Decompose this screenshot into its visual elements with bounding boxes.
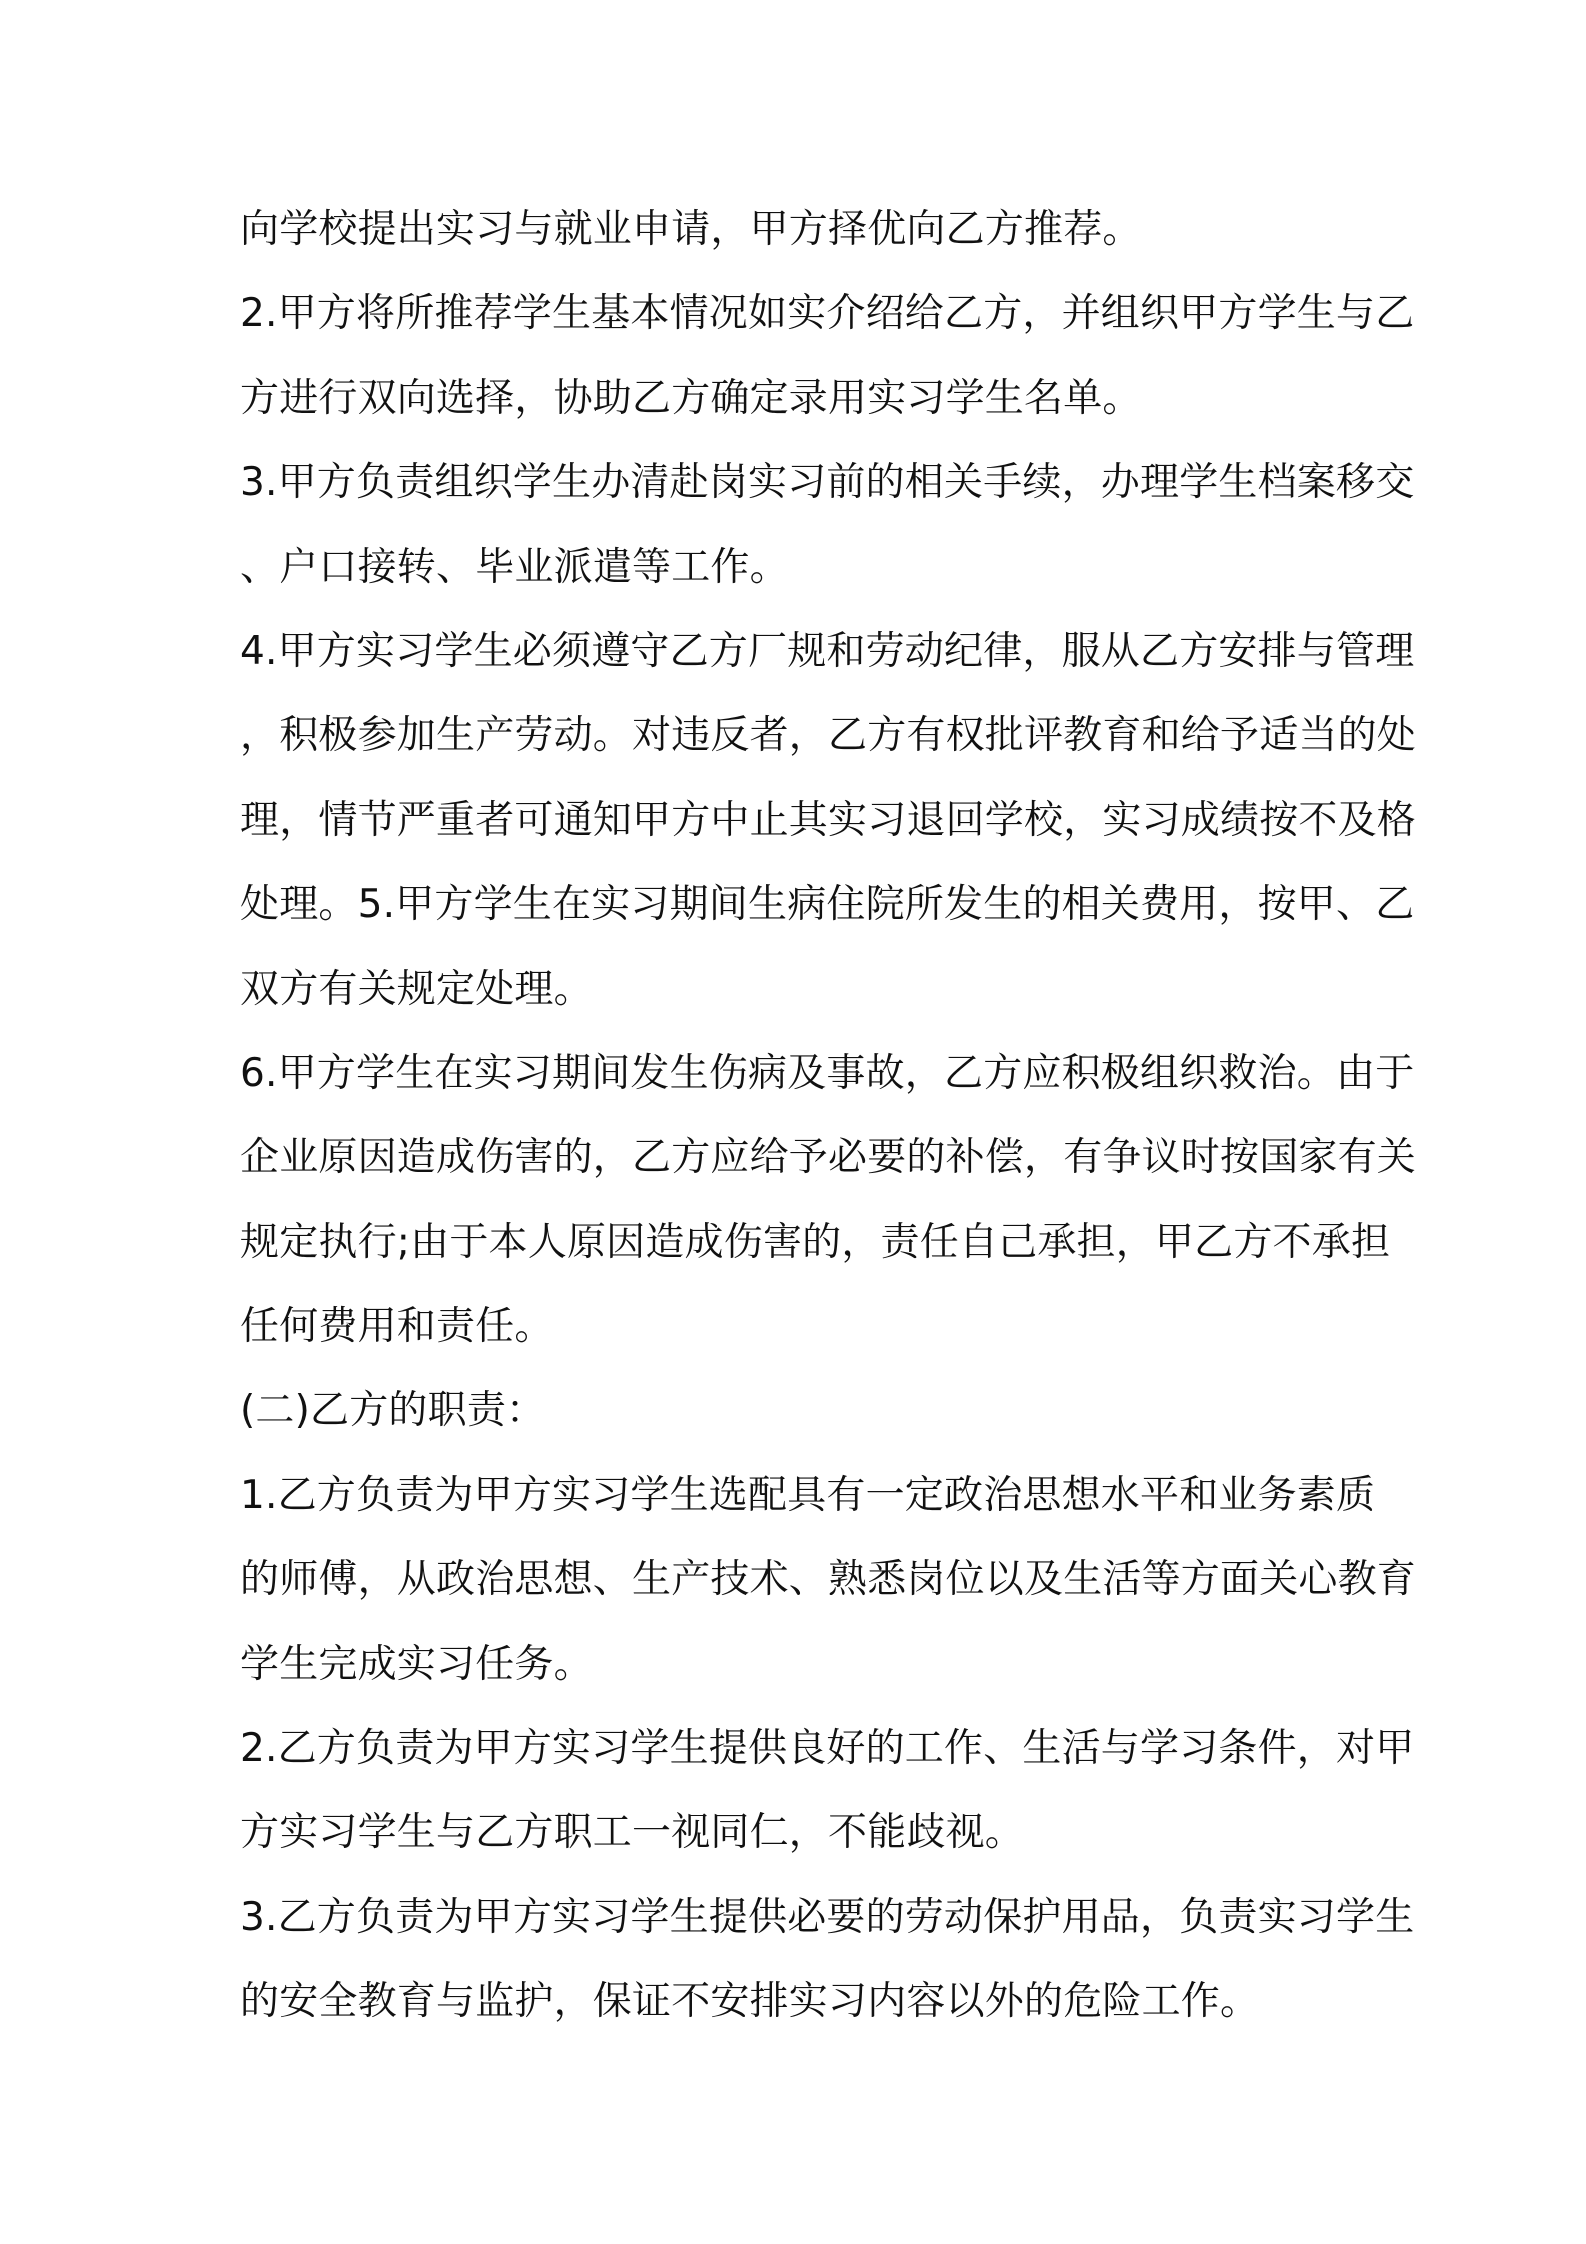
text-line: 的师傅，从政治思想、生产技术、熟悉岗位以及生活等方面关心教育	[240, 1557, 1417, 1603]
text-line: 学生完成实习任务。	[240, 1641, 593, 1687]
text-line: 任何费用和责任。	[240, 1304, 554, 1350]
text-line: 方实习学生与乙方职工一视同仁，不能歧视。	[240, 1810, 1025, 1856]
text-line: 理，情节严重者可通知甲方中止其实习退回学校，实习成绩按不及格	[240, 797, 1417, 843]
text-line: 企业原因造成伤害的，乙方应给予必要的补偿，有争议时按国家有关	[240, 1135, 1417, 1181]
text-line: 向学校提出实习与就业申请，甲方择优向乙方推荐。	[240, 207, 1142, 252]
document-body	[240, 188, 1417, 2045]
text-line: 的安全教育与监护，保证不安排实习内容以外的危险工作。	[240, 1979, 1260, 2025]
text-line: 2.乙方负责为甲方实习学生提供良好的工作、生活与学习条件，对甲	[240, 1726, 1415, 1772]
text-line: 3.乙方负责为甲方实习学生提供必要的劳动保护用品，负责实习学生	[240, 1894, 1415, 1940]
text-line: 、户口接转、毕业派遣等工作。	[240, 544, 789, 590]
text-line: 2.甲方将所推荐学生基本情况如实介绍给乙方，并组织甲方学生与乙	[240, 291, 1415, 337]
text-line: 双方有关规定处理。	[240, 966, 593, 1012]
text-line: 规定执行;由于本人原因造成伤害的，责任自己承担，甲乙方不承担	[240, 1219, 1391, 1265]
text-line: 1.乙方负责为甲方实习学生选配具有一定政治思想水平和业务素质	[240, 1472, 1376, 1518]
text-line: ，积极参加生产劳动。对违反者，乙方有权批评教育和给予适当的处	[240, 713, 1417, 759]
text-line: 处理。5.甲方学生在实习期间生病住院所发生的相关费用，按甲、乙	[240, 882, 1415, 928]
text-line: 6.甲方学生在实习期间发生伤病及事故，乙方应积极组织救治。由于	[240, 1050, 1415, 1096]
section-heading: (二)乙方的职责：	[240, 1388, 546, 1434]
text-line: 4.甲方实习学生必须遵守乙方厂规和劳动纪律，服从乙方安排与管理	[240, 628, 1415, 674]
text-line: 3.甲方负责组织学生办清赴岗实习前的相关手续，办理学生档案移交	[240, 460, 1415, 506]
text-line: 方进行双向选择，协助乙方确定录用实习学生名单。	[240, 375, 1142, 421]
